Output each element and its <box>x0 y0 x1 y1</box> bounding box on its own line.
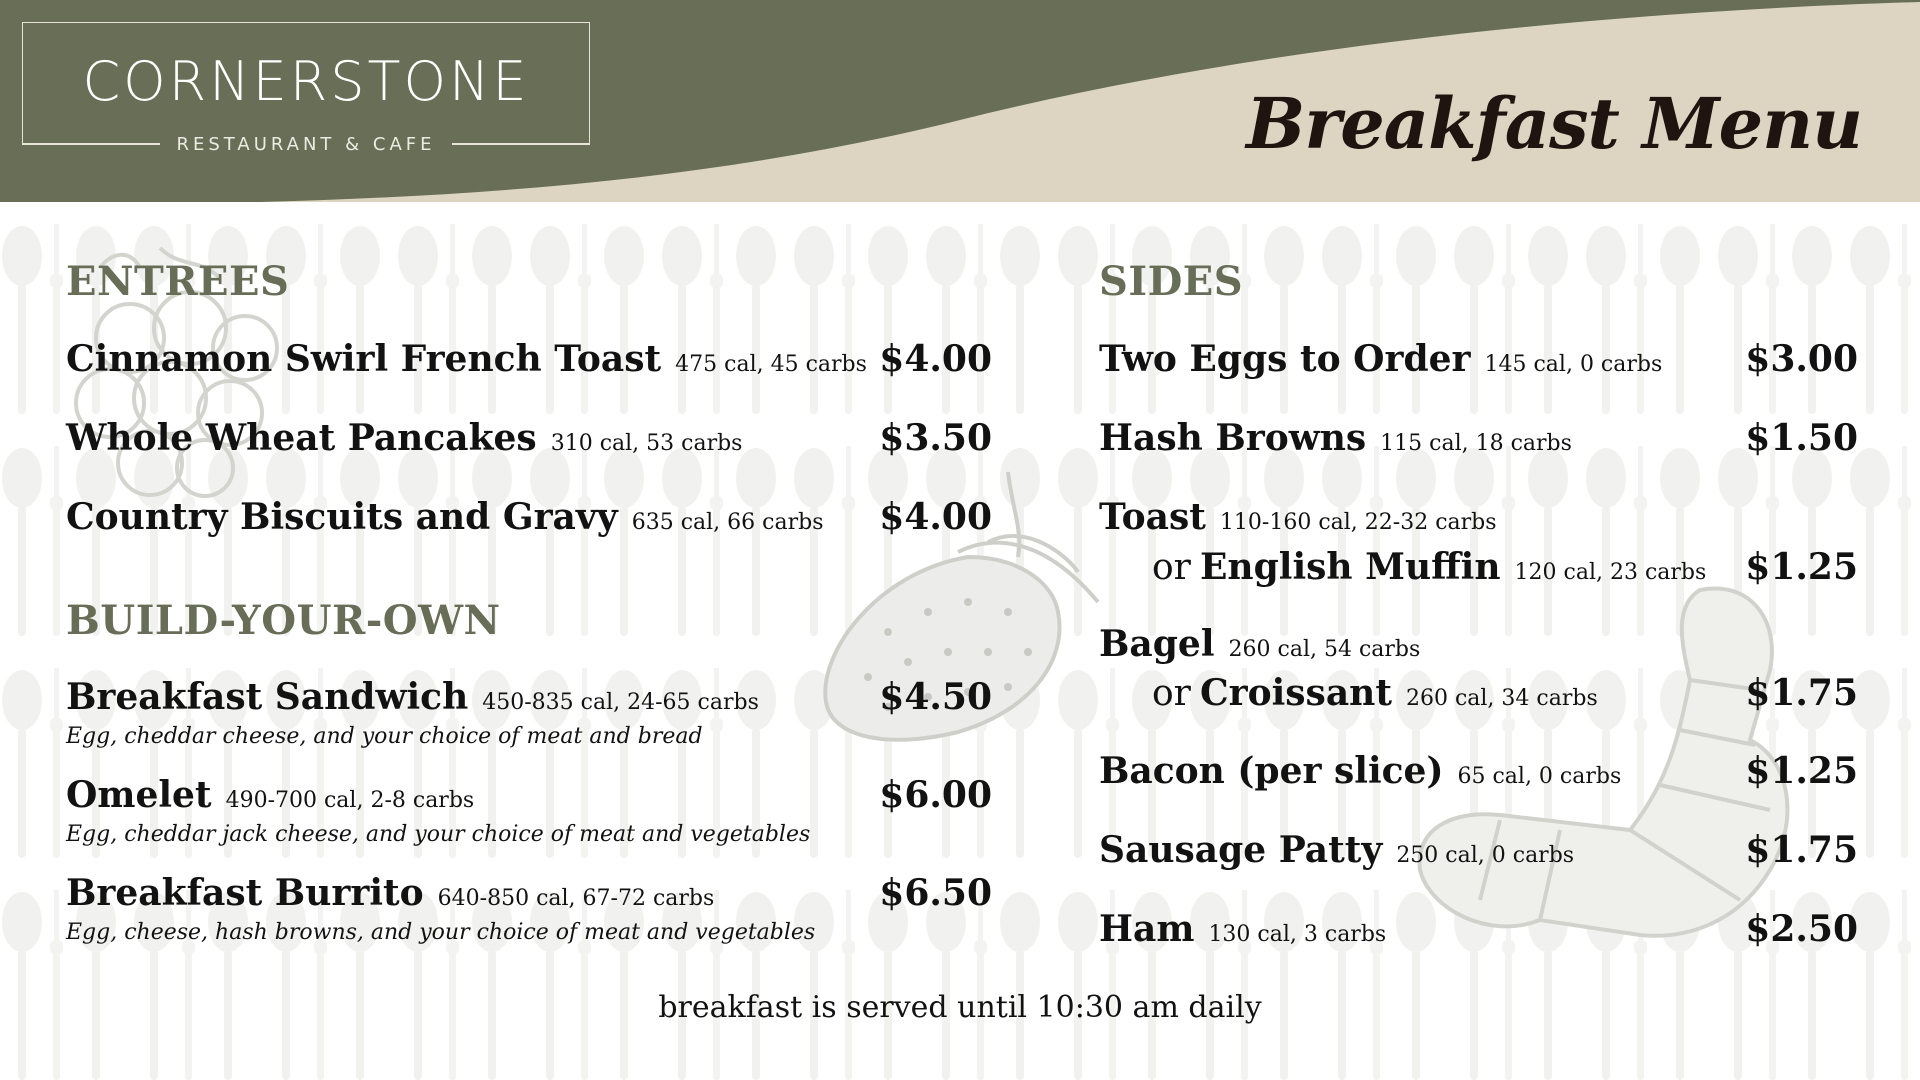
sides-heading: SIDES <box>1099 258 1244 305</box>
item-name: Hash Browns <box>1099 417 1367 459</box>
build-your-own-heading: BUILD-YOUR-OWN <box>66 597 501 644</box>
croissant-sketch-icon <box>1390 580 1890 1050</box>
item-calories: 130 cal, 3 carbs <box>1208 922 1387 947</box>
item-description: Egg, cheddar jack cheese, and your choice of meat and vegetables <box>66 822 811 847</box>
item-price: $4.00 <box>879 338 992 380</box>
item-calories: 145 cal, 0 carbs <box>1484 352 1663 377</box>
item-calories: 65 cal, 0 carbs <box>1457 764 1622 789</box>
item-price: $3.50 <box>879 417 992 459</box>
or-label: or <box>1152 547 1191 588</box>
item-name: Sausage Patty <box>1099 829 1383 871</box>
brand-name: CORNERSTONE <box>82 50 530 113</box>
serving-hours-note: breakfast is served until 10:30 am daily <box>658 990 1262 1025</box>
item-name: Whole Wheat Pancakes <box>66 417 537 459</box>
item-name: English Muffin <box>1199 546 1501 588</box>
menu-item <box>1099 750 1621 792</box>
item-calories: 260 cal, 54 carbs <box>1228 637 1421 662</box>
menu-item <box>66 417 742 459</box>
item-calories: 475 cal, 45 carbs <box>675 352 867 377</box>
item-price: $6.50 <box>879 872 992 914</box>
item-name: Breakfast Burrito <box>66 872 424 914</box>
item-calories: 490-700 cal, 2-8 carbs <box>225 788 475 813</box>
item-name: Country Biscuits and Gravy <box>66 496 618 538</box>
menu-item-alternative <box>1152 672 1598 714</box>
item-calories: 110-160 cal, 22-32 carbs <box>1219 510 1497 535</box>
menu-item <box>1099 829 1574 871</box>
brand-tagline-row <box>22 132 590 156</box>
item-price: $1.25 <box>1745 750 1858 792</box>
item-description: Egg, cheese, hash browns, and your choice of meat and vegetables <box>66 920 816 945</box>
item-price: $1.50 <box>1745 417 1858 459</box>
menu-item <box>1099 417 1572 459</box>
item-price: $4.50 <box>879 676 992 718</box>
menu-title: Breakfast Menu <box>1246 82 1862 165</box>
item-price: $1.25 <box>1745 546 1858 588</box>
item-name: Omelet <box>66 774 212 816</box>
tagline-rule-right <box>452 143 590 145</box>
menu-item <box>66 774 474 816</box>
item-calories: 310 cal, 53 carbs <box>550 431 743 456</box>
menu-item <box>66 496 823 538</box>
or-label: or <box>1152 673 1191 714</box>
item-price: $2.50 <box>1745 908 1858 950</box>
item-description: Egg, cheddar cheese, and your choice of meat and bread <box>66 724 703 749</box>
item-price: $1.75 <box>1745 672 1858 714</box>
menu-item <box>1099 338 1662 380</box>
item-name: Croissant <box>1199 672 1392 714</box>
entrees-heading: ENTREES <box>66 258 290 305</box>
header-banner <box>0 0 1920 202</box>
item-name: Bagel <box>1099 623 1215 665</box>
item-calories: 250 cal, 0 carbs <box>1396 843 1575 868</box>
menu-item <box>1099 496 1497 538</box>
item-name: Toast <box>1099 496 1206 538</box>
tagline-rule-left <box>22 143 160 145</box>
item-calories: 115 cal, 18 carbs <box>1380 431 1572 456</box>
item-name: Cinnamon Swirl French Toast <box>66 338 662 380</box>
item-calories: 635 cal, 66 carbs <box>631 510 824 535</box>
menu-item <box>66 676 759 718</box>
item-price: $1.75 <box>1745 829 1858 871</box>
item-calories: 120 cal, 23 carbs <box>1514 560 1707 585</box>
menu-item <box>1099 623 1420 665</box>
item-name: Ham <box>1099 908 1195 950</box>
item-name: Breakfast Sandwich <box>66 676 469 718</box>
menu-item-alternative <box>1152 546 1706 588</box>
menu-item <box>66 338 867 380</box>
menu-item <box>66 872 714 914</box>
item-name: Bacon (per slice) <box>1099 750 1444 792</box>
brand-tagline: RESTAURANT & CAFE <box>176 133 436 155</box>
item-calories: 640-850 cal, 67-72 carbs <box>437 886 715 911</box>
menu-item <box>1099 908 1386 950</box>
item-price: $4.00 <box>879 496 992 538</box>
item-price: $6.00 <box>879 774 992 816</box>
item-price: $3.00 <box>1745 338 1858 380</box>
item-calories: 260 cal, 34 carbs <box>1405 686 1598 711</box>
item-name: Two Eggs to Order <box>1099 338 1471 380</box>
item-calories: 450-835 cal, 24-65 carbs <box>482 690 759 715</box>
